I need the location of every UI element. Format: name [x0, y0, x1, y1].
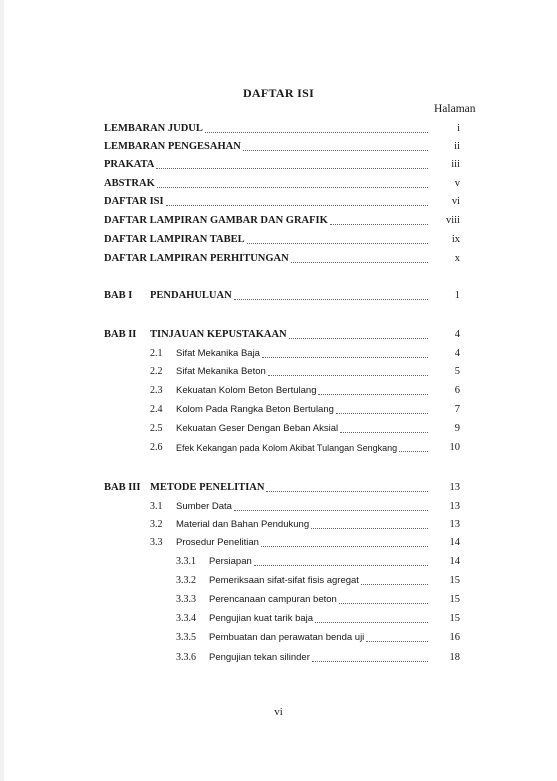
chapter-title: TINJAUAN KEPUSTAKAAN [150, 329, 287, 340]
section-page: 6 [454, 385, 460, 396]
subsection-page: 15 [449, 575, 460, 586]
section-title: Prosedur Penelitian [176, 537, 259, 548]
toc-entry [104, 251, 460, 267]
toc-entry-label: DAFTAR ISI [104, 196, 164, 207]
toc-entry [104, 121, 460, 137]
subsection-title: Pengujian kuat tarik baja [209, 613, 314, 624]
toc-subsection-entry [209, 554, 460, 570]
section-number: 3.3 [150, 537, 163, 548]
toc-entry-label: DAFTAR LAMPIRAN GAMBAR DAN GRAFIK [104, 215, 328, 226]
section-number: 2.6 [150, 442, 163, 453]
section-page: 7 [454, 404, 460, 415]
toc-entry-page: v [454, 178, 460, 189]
leader-dots [247, 243, 428, 244]
subsection-number: 3.3.5 [176, 632, 196, 643]
toc-entry [104, 194, 460, 210]
chapter-number: BAB I [104, 290, 133, 301]
subsection-title: Pengujian tekan silinder [209, 652, 310, 663]
toc-section-entry [176, 383, 460, 399]
toc-entry [104, 176, 460, 192]
subsection-title: Perencanaan campuran beton [209, 594, 337, 605]
chapter-number: BAB II [104, 329, 137, 340]
toc-entry-label: DAFTAR LAMPIRAN PERHITUNGAN [104, 253, 289, 264]
toc-section-entry [176, 535, 460, 551]
leader-dots [234, 299, 428, 300]
leader-dots [330, 224, 428, 225]
section-number: 2.2 [150, 366, 163, 377]
section-title: Kolom Pada Rangka Beton Bertulang [176, 404, 334, 415]
toc-section-entry [176, 402, 460, 418]
section-title: Sifat Mekanika Baja [176, 348, 260, 359]
section-title: Material dan Bahan Pendukung [176, 519, 310, 530]
leader-dots [166, 205, 428, 206]
section-page: 13 [449, 501, 460, 512]
toc-entry-page: vi [451, 196, 460, 207]
leader-dots [243, 150, 428, 151]
toc-subsection-entry [209, 573, 460, 589]
toc-entry-page: x [454, 253, 460, 264]
subsection-number: 3.3.3 [176, 594, 196, 605]
toc-section-entry [176, 364, 460, 380]
leader-dots [266, 491, 428, 492]
toc-section-entry [176, 346, 460, 362]
leader-dots [339, 603, 428, 604]
subsection-page: 15 [449, 613, 460, 624]
toc-subsection-entry [209, 592, 460, 608]
toc-entry [104, 139, 460, 155]
subsection-number: 3.3.2 [176, 575, 196, 586]
section-title: Efek Kekangan pada Kolom Akibat Tulangan Sengkang [176, 443, 398, 453]
toc-entry-page: ix [451, 234, 460, 245]
section-page: 4 [454, 348, 460, 359]
leader-dots [366, 641, 428, 642]
subsection-page: 15 [449, 594, 460, 605]
leader-dots [156, 168, 428, 169]
toc-section-entry [176, 499, 460, 515]
page-column-header: Halaman [434, 103, 476, 115]
toc-entry-page: i [457, 123, 460, 134]
leader-dots [261, 546, 428, 547]
section-number: 2.4 [150, 404, 163, 415]
leader-dots [268, 375, 428, 376]
subsection-page: 14 [449, 556, 460, 567]
section-title: Sifat Mekanika Beton [176, 366, 266, 377]
page-title: DAFTAR ISI [242, 86, 315, 100]
section-number: 3.2 [150, 519, 163, 530]
section-number: 2.3 [150, 385, 163, 396]
toc-entry-label: LEMBARAN JUDUL [104, 123, 203, 134]
toc-entry [104, 232, 460, 248]
section-number: 2.5 [150, 423, 163, 434]
section-page: 14 [449, 537, 460, 548]
leader-dots [205, 132, 428, 133]
subsection-title: Persiapan [209, 556, 252, 567]
section-page: 10 [449, 442, 460, 453]
toc-entry-label: PRAKATA [104, 159, 155, 170]
leader-dots [311, 528, 428, 529]
subsection-number: 3.3.1 [176, 556, 196, 567]
subsection-page: 16 [449, 632, 460, 643]
toc-entry [104, 213, 460, 229]
chapter-page: 13 [449, 482, 460, 493]
toc-subsection-entry [209, 611, 460, 627]
toc-chapter-entry [150, 288, 460, 304]
toc-entry-page: ii [454, 141, 460, 152]
leader-dots [340, 432, 428, 433]
toc-subsection-entry [209, 650, 460, 666]
section-page: 5 [454, 366, 460, 377]
toc-section-entry [176, 440, 460, 456]
section-number: 2.1 [150, 348, 163, 359]
scan-edge [0, 0, 4, 781]
section-page: 9 [454, 423, 460, 434]
subsection-title: Pembuatan dan perawatan benda uji [209, 632, 365, 643]
section-number: 3.1 [150, 501, 163, 512]
leader-dots [399, 451, 428, 452]
section-title: Kekuatan Geser Dengan Beban Aksial [176, 423, 339, 434]
section-page: 13 [449, 519, 460, 530]
section-title: Sumber Data [176, 501, 232, 512]
toc-chapter-entry [150, 480, 460, 496]
chapter-number: BAB III [104, 482, 141, 493]
leader-dots [289, 338, 428, 339]
leader-dots [262, 357, 428, 358]
chapter-page: 4 [454, 329, 460, 340]
leader-dots [312, 661, 428, 662]
leader-dots [291, 262, 428, 263]
chapter-page: 1 [454, 290, 460, 301]
footer-page-number: vi [274, 706, 283, 718]
toc-entry-label: LEMBARAN PENGESAHAN [104, 141, 241, 152]
toc-entry-label: DAFTAR LAMPIRAN TABEL [104, 234, 245, 245]
toc-entry-page: viii [445, 215, 460, 226]
toc-entry-page: iii [451, 159, 460, 170]
leader-dots [157, 187, 428, 188]
subsection-number: 3.3.6 [176, 652, 196, 663]
chapter-title: METODE PENELITIAN [150, 482, 265, 493]
toc-chapter-entry [150, 327, 460, 343]
leader-dots [361, 584, 428, 585]
leader-dots [318, 394, 428, 395]
toc-entry-label: ABSTRAK [104, 178, 155, 189]
chapter-title: PENDAHULUAN [150, 290, 232, 301]
leader-dots [234, 510, 428, 511]
subsection-number: 3.3.4 [176, 613, 196, 624]
subsection-page: 18 [449, 652, 460, 663]
subsection-title: Pemeriksaan sifat-sifat fisis agregat [209, 575, 359, 586]
toc-section-entry [176, 517, 460, 533]
toc-section-entry [176, 421, 460, 437]
section-title: Kekuatan Kolom Beton Bertulang [176, 385, 317, 396]
leader-dots [336, 413, 428, 414]
toc-entry [104, 157, 460, 173]
leader-dots [315, 622, 428, 623]
toc-subsection-entry [209, 630, 460, 646]
leader-dots [254, 565, 428, 566]
